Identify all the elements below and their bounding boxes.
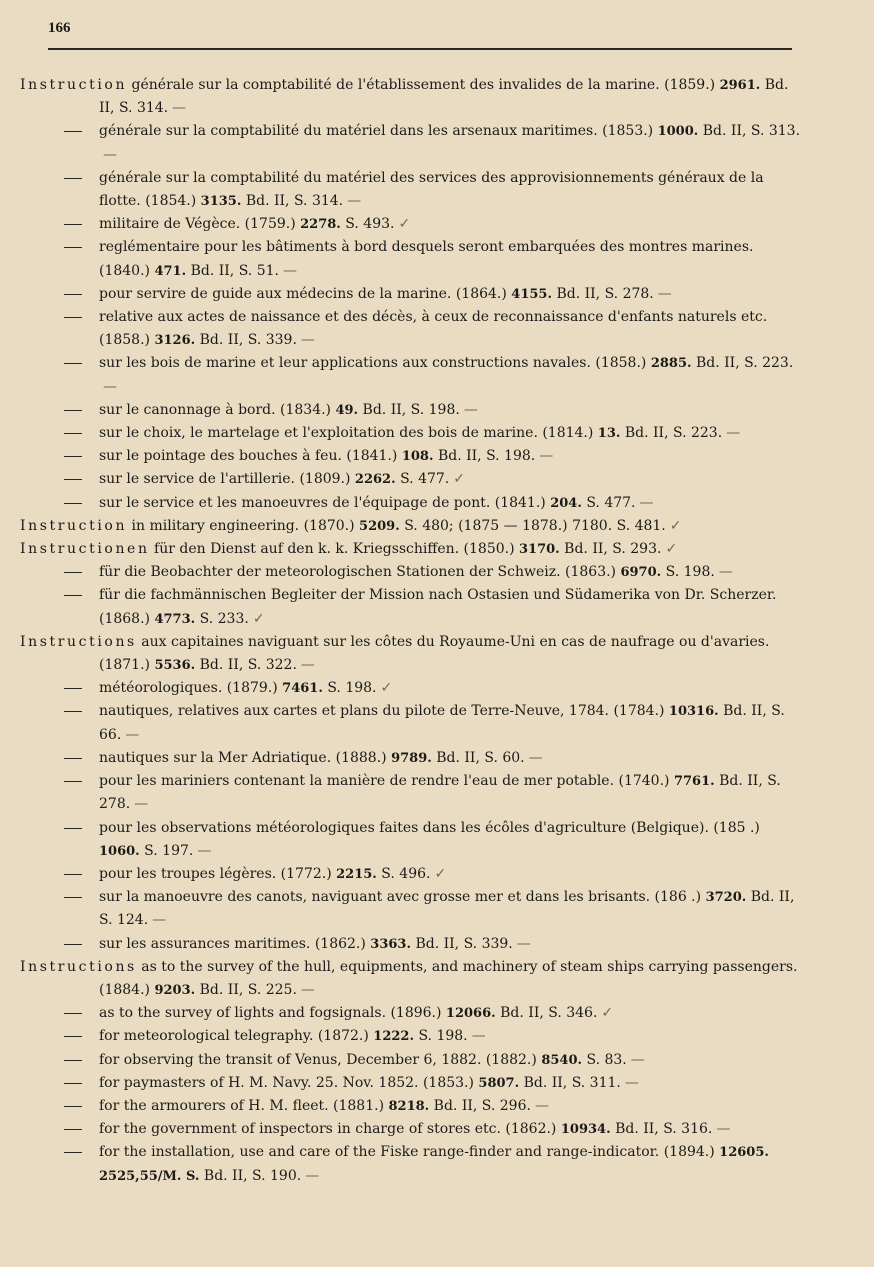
entry-dash bbox=[64, 1106, 82, 1107]
sub-entry bbox=[0, 1118, 874, 1141]
entry-text: générale sur la comptabilité du matériel des services des approvisionnements généraux de la flotte. (1854.) bbox=[99, 169, 764, 210]
handwritten-check-icon: ✓ bbox=[434, 865, 447, 882]
entry-number: 6970. bbox=[620, 565, 662, 581]
handwritten-dash-icon: — bbox=[534, 1097, 549, 1114]
entry-number: 1222. bbox=[373, 1029, 415, 1045]
sub-entry bbox=[0, 1025, 874, 1048]
entry-number: 13. bbox=[597, 426, 621, 442]
sub-entry bbox=[0, 747, 874, 770]
sub-entry bbox=[0, 1072, 874, 1095]
entry-heading: Instruction bbox=[20, 517, 128, 534]
sub-entry bbox=[0, 677, 874, 700]
entry-dash bbox=[64, 363, 82, 364]
entry-dash bbox=[64, 944, 82, 945]
entry-text: générale sur la comptabilité de l'établissement des invalides de la marine. (1859.) bbox=[131, 77, 716, 93]
entry-number: 10934. bbox=[560, 1122, 611, 1138]
entry-reference: S. 477. bbox=[400, 471, 450, 488]
sub-entry bbox=[0, 213, 874, 236]
entry-text: sur le canonnage à bord. (1834.) bbox=[99, 401, 332, 418]
handwritten-check-icon: ✓ bbox=[252, 610, 265, 627]
entry-text: for paymasters of H. M. Navy. 25. Nov. 1852. (1853.) bbox=[99, 1074, 474, 1091]
entry-dash bbox=[64, 781, 82, 782]
handwritten-dash-icon: — bbox=[624, 1074, 639, 1091]
entry-text: sur les assurances maritimes. (1862.) bbox=[99, 935, 366, 952]
entry-dash bbox=[64, 828, 82, 829]
header-rule bbox=[48, 48, 792, 50]
entry-text: nautiques, relatives aux cartes et plans du pilote de Terre-Neuve, 1784. (1784.) bbox=[99, 703, 665, 720]
sub-entry bbox=[0, 700, 874, 746]
entry-heading: Instructions bbox=[20, 633, 137, 650]
entry-number: 49. bbox=[335, 402, 359, 418]
sub-entry bbox=[0, 422, 874, 445]
entry-text: as to the survey of lights and fogsignals. (1896.) bbox=[99, 1005, 442, 1022]
entry-reference: Bd. II, S. 346. bbox=[500, 1005, 598, 1022]
entry-number: 2961. bbox=[719, 78, 761, 93]
handwritten-dash-icon: — bbox=[630, 1051, 645, 1068]
entry-reference: S. 496. bbox=[381, 865, 431, 882]
sub-entry bbox=[0, 167, 874, 213]
entry-reference: Bd. II, S. 51. bbox=[190, 262, 279, 279]
handwritten-dash-icon: — bbox=[305, 1167, 320, 1184]
entry-text: für die fachmännischen Begleiter der Mission nach Ostasien und Südamerika von Dr. Scherzer. (1868.) bbox=[99, 587, 777, 627]
entry-dash bbox=[64, 456, 82, 457]
entry-reference: Bd. II, S. 225. bbox=[199, 981, 297, 998]
entry-number: 12605. 2525,55/M. S. bbox=[99, 1145, 769, 1184]
entry-number: 3720. bbox=[705, 890, 747, 906]
handwritten-check-icon: ✓ bbox=[453, 471, 465, 488]
entry-reference: Bd. II, S. 124. bbox=[99, 889, 795, 929]
entry-text: as to the survey of the hull, equipments, and machinery of steam ships carrying passengers. (1884.) bbox=[99, 958, 798, 998]
entry-text: für den Dienst auf den k. k. Kriegsschiffen. (1850.) bbox=[154, 541, 515, 558]
entry-text: pour les observations météorologiques faites dans les écôles d'agriculture (Belgique). (185 .) bbox=[99, 819, 760, 836]
entry-text: for the installation, use and care of the Fiske range-finder and range-indicator. (1894.) bbox=[99, 1144, 715, 1161]
entry-reference: Bd. II, S. 60. bbox=[436, 749, 525, 766]
entry-dash bbox=[64, 433, 82, 434]
entry-text: for observing the transit of Venus, December 6, 1882. (1882.) bbox=[99, 1051, 537, 1068]
handwritten-dash-icon: — bbox=[716, 1121, 731, 1138]
entry-dash bbox=[64, 178, 82, 179]
handwritten-dash-icon: — bbox=[516, 935, 531, 952]
entry-number: 9789. bbox=[391, 750, 432, 766]
entry-dash bbox=[64, 1083, 82, 1084]
entry-text: sur le service de l'artillerie. (1809.) bbox=[99, 471, 351, 488]
entry-dash bbox=[64, 1152, 82, 1153]
entry-text: for meteorological telegraphy. (1872.) bbox=[99, 1028, 369, 1045]
handwritten-dash-icon: — bbox=[463, 401, 478, 418]
handwritten-dash-icon: — bbox=[718, 564, 733, 581]
sub-entry bbox=[0, 120, 874, 166]
entry-reference: S. 198. bbox=[665, 564, 715, 581]
entry-dash bbox=[64, 1036, 82, 1037]
sub-entry bbox=[0, 306, 874, 352]
entry-reference: Bd. II, S. 311. bbox=[523, 1074, 621, 1091]
entry-text: sur le choix, le martelage et l'exploitation des bois de marine. (1814.) bbox=[99, 425, 594, 442]
entry-reference: Bd. II, S. 339. bbox=[199, 332, 297, 349]
entry-reference: S. 197. bbox=[144, 842, 194, 859]
entry-text: für die Beobachter der meteorologischen Stationen der Schweiz. (1863.) bbox=[99, 564, 617, 581]
entry-number: 1000. bbox=[657, 124, 699, 140]
sub-entry bbox=[0, 283, 874, 306]
entry-text: pour les mariniers contenant la manière de rendre l'eau de mer potable. (1740.) bbox=[99, 773, 670, 790]
main-entry bbox=[0, 74, 874, 120]
entry-dash bbox=[64, 1129, 82, 1130]
entry-dash bbox=[64, 595, 82, 596]
entry-text: sur les bois de marine et leur applications aux constructions navales. (1858.) bbox=[99, 355, 647, 372]
entry-text: pour les troupes légères. (1772.) bbox=[99, 865, 332, 882]
entry-dash bbox=[64, 688, 82, 689]
sub-entry bbox=[0, 236, 874, 282]
sub-entry bbox=[0, 468, 874, 491]
entry-reference: Bd. II, S. 316. bbox=[615, 1121, 713, 1138]
entry-reference: S. 198. bbox=[418, 1028, 468, 1045]
index-entries bbox=[0, 74, 874, 1188]
entry-reference: Bd. II, S. 278. bbox=[99, 773, 781, 813]
entry-number: 204. bbox=[550, 495, 582, 511]
sub-entry bbox=[0, 817, 874, 863]
entry-reference: Bd. II, S. 339. bbox=[415, 935, 513, 952]
entry-number: 2215. bbox=[336, 866, 377, 882]
handwritten-check-icon: ✓ bbox=[380, 680, 393, 697]
entry-heading: Instructions bbox=[20, 958, 137, 975]
main-entry bbox=[0, 515, 874, 538]
handwritten-dash-icon: — bbox=[103, 146, 117, 163]
entry-number: 4773. bbox=[154, 611, 196, 627]
entry-reference: S. 493. bbox=[345, 216, 395, 233]
entry-reference: Bd. II, S. 198. bbox=[362, 401, 460, 418]
handwritten-check-icon: ✓ bbox=[601, 1005, 614, 1022]
sub-entry bbox=[0, 352, 874, 398]
entry-dash bbox=[64, 317, 82, 318]
entry-text: for the government of inspectors in charge of stores etc. (1862.) bbox=[99, 1121, 557, 1138]
entry-number: 3135. bbox=[200, 194, 242, 210]
entry-reference: Bd. II, S. 198. bbox=[437, 448, 536, 465]
handwritten-dash-icon: — bbox=[197, 842, 212, 859]
sub-entry bbox=[0, 933, 874, 956]
entry-text: sur le service et les manoeuvres de l'équipage de pont. (1841.) bbox=[99, 494, 546, 511]
entry-text: générale sur la comptabilité du matériel dans les arsenaux maritimes. (1853.) bbox=[99, 123, 654, 140]
entry-text: pour servire de guide aux médecins de la marine. (1864.) bbox=[99, 285, 507, 302]
entry-dash bbox=[64, 410, 82, 411]
entry-reference: S. 477. bbox=[586, 494, 636, 511]
entry-number: 8218. bbox=[388, 1098, 430, 1114]
entry-number: 471. bbox=[154, 263, 187, 279]
entry-reference: Bd. II, S. 296. bbox=[433, 1097, 531, 1114]
entry-text: militaire de Végèce. (1759.) bbox=[99, 216, 296, 233]
sub-entry bbox=[0, 1002, 874, 1025]
entry-text: for the armourers of H. M. fleet. (1881.) bbox=[99, 1097, 385, 1114]
main-entry bbox=[0, 538, 874, 561]
entry-dash bbox=[64, 479, 82, 480]
entry-dash bbox=[64, 1013, 82, 1014]
entry-text: nautiques sur la Mer Adriatique. (1888.) bbox=[99, 749, 387, 766]
entry-reference: S. 480; (1875 — 1878.) 7180. S. 481. bbox=[404, 517, 666, 534]
entry-text: aux capitaines naviguant sur les côtes du Royaume-Uni en cas de naufrage ou d'avaries. (1871.) bbox=[99, 633, 770, 674]
entry-dash bbox=[64, 874, 82, 875]
sub-entry bbox=[0, 770, 874, 816]
handwritten-dash-icon: — bbox=[657, 285, 672, 302]
handwritten-dash-icon: — bbox=[282, 262, 297, 279]
entry-number: 3126. bbox=[154, 333, 196, 349]
entry-number: 3363. bbox=[370, 936, 412, 952]
entry-dash bbox=[64, 224, 82, 225]
entry-reference: Bd. II, S. 314. bbox=[245, 193, 344, 210]
entry-dash bbox=[64, 294, 82, 295]
handwritten-dash-icon: — bbox=[471, 1028, 486, 1045]
entry-reference: Bd. II, S. 313. bbox=[702, 123, 801, 140]
main-entry bbox=[0, 631, 874, 677]
handwritten-check-icon: ✓ bbox=[665, 541, 678, 558]
entry-number: 2278. bbox=[300, 217, 341, 233]
sub-entry bbox=[0, 1049, 874, 1072]
entry-text: sur la manoeuvre des canots, naviguant avec grosse mer et dans les brisants. (186 .) bbox=[99, 889, 702, 906]
entry-dash bbox=[64, 572, 82, 573]
entry-dash bbox=[64, 1060, 82, 1061]
entry-dash bbox=[64, 131, 82, 132]
handwritten-dash-icon: — bbox=[300, 981, 315, 998]
entry-reference: S. 198. bbox=[327, 680, 377, 697]
entry-number: 3170. bbox=[519, 542, 560, 558]
entry-reference: Bd. II, S. 293. bbox=[564, 541, 662, 558]
entry-reference: Bd. II, S. 223. bbox=[624, 425, 723, 442]
entry-number: 7461. bbox=[282, 681, 323, 697]
entry-number: 1060. bbox=[99, 843, 140, 859]
handwritten-dash-icon: — bbox=[103, 378, 117, 395]
sub-entry bbox=[0, 399, 874, 422]
sub-entry bbox=[0, 1141, 874, 1187]
sub-entry bbox=[0, 445, 874, 468]
handwritten-dash-icon: — bbox=[152, 912, 167, 929]
entry-number: 10316. bbox=[668, 704, 719, 720]
entry-number: 2885. bbox=[650, 356, 692, 372]
entry-text: relative aux actes de naissance et des décès, à ceux de reconnaissance d'enfants naturels etc. (1858.) bbox=[99, 309, 768, 349]
entry-dash bbox=[64, 711, 82, 712]
handwritten-dash-icon: — bbox=[134, 796, 149, 813]
entry-number: 5807. bbox=[478, 1075, 520, 1091]
handwritten-dash-icon: — bbox=[300, 332, 315, 349]
handwritten-dash-icon: — bbox=[539, 448, 554, 465]
entry-heading: Instruction bbox=[20, 77, 128, 93]
sub-entry bbox=[0, 1095, 874, 1118]
entry-number: 5536. bbox=[154, 658, 196, 674]
entry-number: 7761. bbox=[673, 774, 715, 790]
entry-number: 12066. bbox=[445, 1006, 496, 1022]
sub-entry bbox=[0, 561, 874, 584]
entry-reference: Bd. II, S. 190. bbox=[203, 1167, 302, 1184]
entry-reference: Bd. II, S. 66. bbox=[99, 703, 785, 743]
entry-number: 5209. bbox=[359, 518, 400, 534]
main-entry bbox=[0, 956, 874, 1002]
entry-dash bbox=[64, 247, 82, 248]
sub-entry bbox=[0, 584, 874, 630]
entry-number: 108. bbox=[401, 449, 434, 465]
entry-reference: S. 233. bbox=[199, 610, 249, 627]
handwritten-check-icon: ✓ bbox=[398, 216, 411, 233]
entry-text: in military engineering. (1870.) bbox=[131, 517, 355, 534]
sub-entry bbox=[0, 863, 874, 886]
sub-entry bbox=[0, 886, 874, 932]
entry-heading: Instructionen bbox=[20, 541, 150, 558]
entry-reference: S. 83. bbox=[586, 1051, 627, 1068]
entry-text: sur le pointage des bouches à feu. (1841.) bbox=[99, 448, 398, 465]
handwritten-check-icon: ✓ bbox=[669, 517, 682, 534]
page-number: 166 bbox=[48, 20, 71, 36]
entry-dash bbox=[64, 758, 82, 759]
entry-text: météorologiques. (1879.) bbox=[99, 680, 278, 697]
entry-number: 8540. bbox=[541, 1052, 583, 1068]
handwritten-dash-icon: — bbox=[726, 425, 741, 442]
entry-reference: Bd. II, S. 278. bbox=[556, 285, 654, 302]
handwritten-dash-icon: — bbox=[300, 657, 315, 674]
handwritten-dash-icon: — bbox=[125, 726, 140, 743]
entry-reference: Bd. II, S. 322. bbox=[199, 657, 297, 674]
entry-dash bbox=[64, 503, 82, 504]
entry-text: reglémentaire pour les bâtiments à bord desquels seront embarquées des montres marines. (1840.) bbox=[99, 239, 754, 279]
handwritten-dash-icon: — bbox=[172, 100, 187, 117]
entry-number: 9203. bbox=[154, 982, 196, 998]
handwritten-dash-icon: — bbox=[528, 749, 543, 766]
entry-number: 4155. bbox=[511, 286, 553, 302]
sub-entry bbox=[0, 492, 874, 515]
handwritten-dash-icon: — bbox=[347, 193, 362, 210]
entry-number: 2262. bbox=[354, 472, 396, 488]
handwritten-dash-icon: — bbox=[639, 494, 654, 511]
entry-reference: Bd. II, S. 314. bbox=[99, 77, 789, 117]
entry-dash bbox=[64, 897, 82, 898]
entry-reference: Bd. II, S. 223. bbox=[696, 355, 794, 372]
